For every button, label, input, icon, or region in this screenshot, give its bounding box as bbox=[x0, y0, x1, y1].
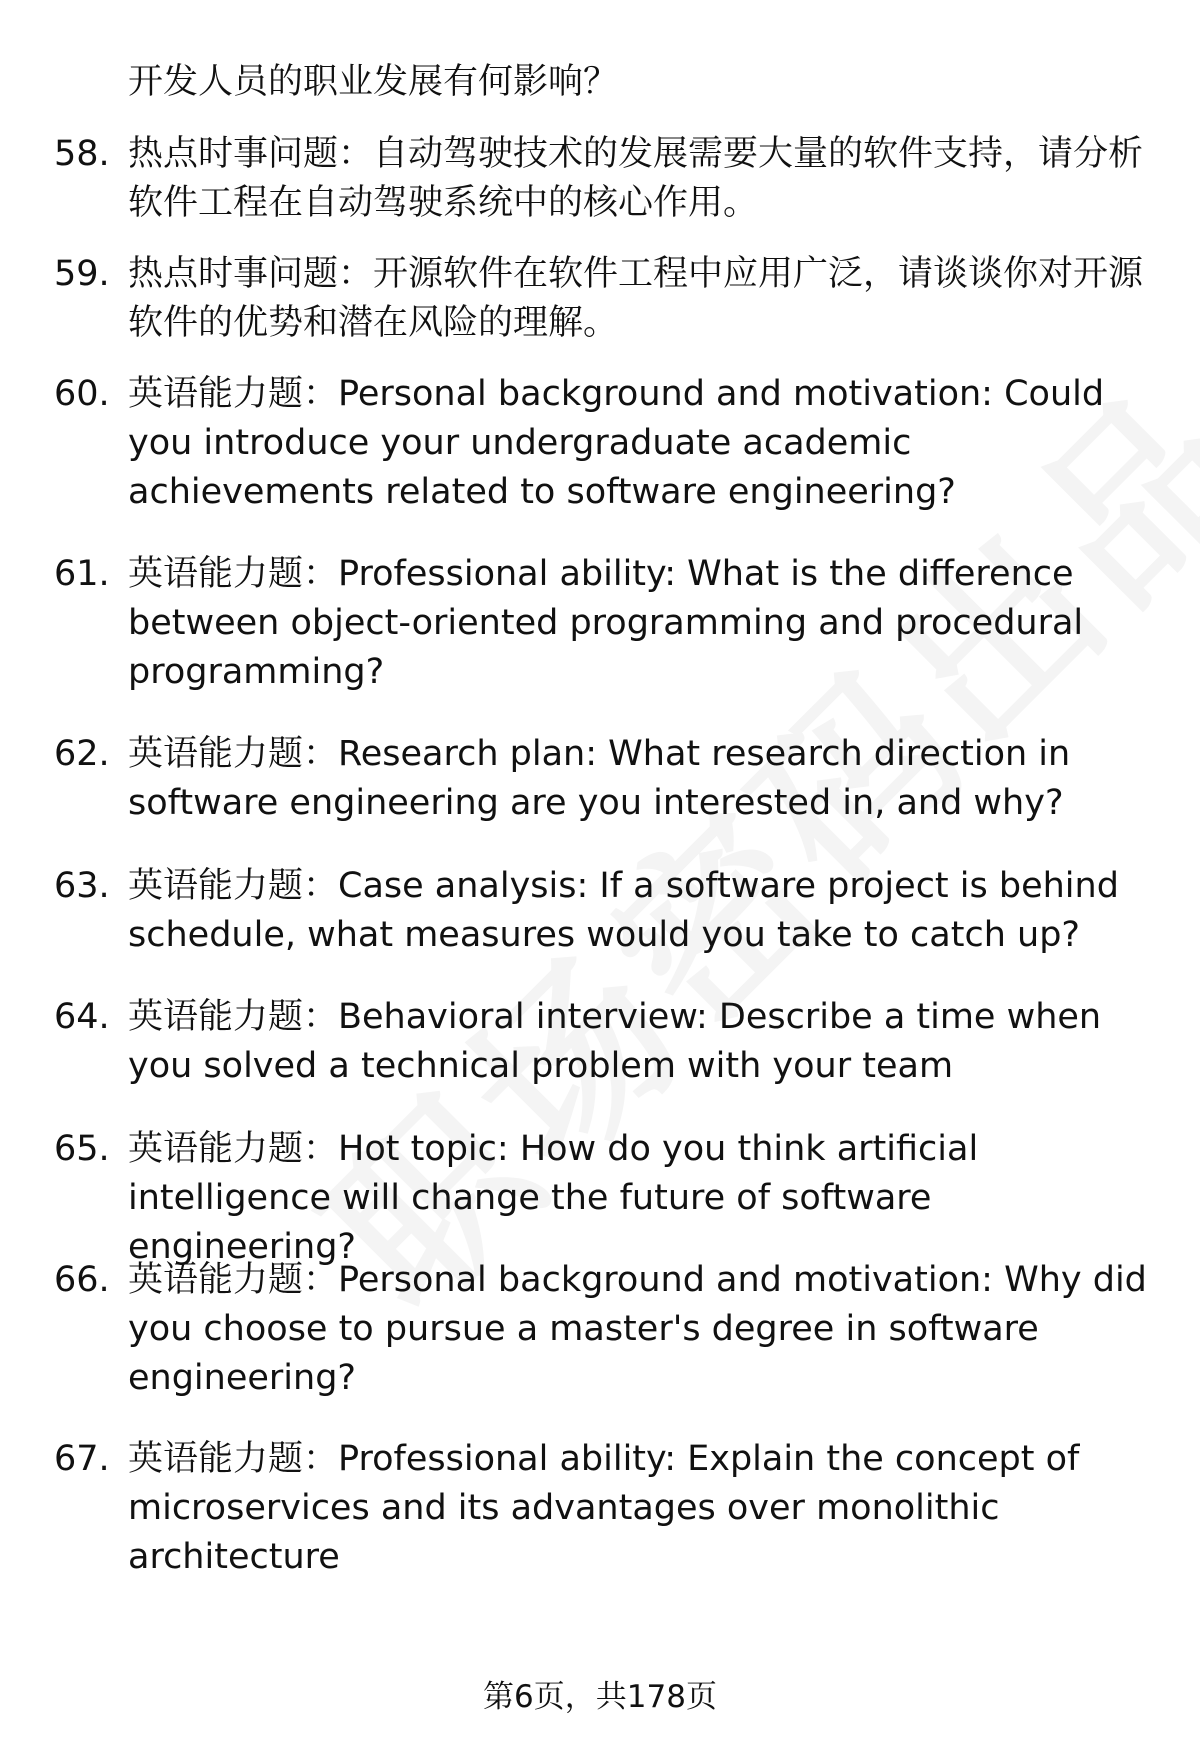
question-item bbox=[54, 130, 1164, 228]
page-footer: 第6页，共178页 bbox=[483, 1679, 717, 1715]
question-item bbox=[54, 370, 1164, 517]
question-number: 66. bbox=[54, 1260, 110, 1300]
question-item bbox=[54, 1435, 1164, 1582]
question-number: 67. bbox=[54, 1439, 110, 1479]
question-text: 英语能力题：Behavioral interview: Describe a time when you solved a technical problem with your team bbox=[128, 997, 1102, 1086]
question-text: 英语能力题：Professional ability: What is the difference between object-oriented programming and procedural programming? bbox=[128, 554, 1084, 692]
question-text: 英语能力题：Hot topic: How do you think artificial intelligence will change the future of software engineering? bbox=[128, 1129, 979, 1267]
question-item bbox=[54, 250, 1164, 348]
question-number: 62. bbox=[54, 734, 110, 774]
question-item bbox=[54, 1256, 1164, 1403]
continuation-text: 开发人员的职业发展有何影响？ bbox=[128, 62, 619, 102]
question-text: 英语能力题：Personal background and motivation: Could you introduce your undergraduate academic achievements related to software engineering? bbox=[128, 374, 1105, 512]
question-number: 65. bbox=[54, 1129, 110, 1169]
question-text: 英语能力题：Case analysis: If a software project is behind schedule, what measures would you take to catch up? bbox=[128, 866, 1119, 955]
question-number: 64. bbox=[54, 997, 110, 1037]
question-number: 61. bbox=[54, 554, 110, 594]
question-item bbox=[54, 1125, 1164, 1272]
question-text: 热点时事问题：开源软件在软件工程中应用广泛，请谈谈你对开源软件的优势和潜在风险的理解。 bbox=[128, 254, 1144, 343]
question-number: 58. bbox=[54, 134, 110, 174]
question-number: 63. bbox=[54, 866, 110, 906]
question-text: 英语能力题：Professional ability: Explain the concept of microservices and its advantages over monolithic architecture bbox=[128, 1439, 1080, 1577]
question-text: 英语能力题：Personal background and motivation: Why did you choose to pursue a master's degree in software engineering? bbox=[128, 1260, 1147, 1398]
question-text: 热点时事问题：自动驾驶技术的发展需要大量的软件支持，请分析软件工程在自动驾驶系统中的核心作用。 bbox=[128, 134, 1144, 223]
question-item bbox=[54, 993, 1164, 1091]
question-item bbox=[54, 550, 1164, 697]
question-item bbox=[54, 730, 1164, 828]
question-number: 60. bbox=[54, 374, 110, 414]
question-number: 59. bbox=[54, 254, 110, 294]
question-item bbox=[54, 862, 1164, 960]
question-text: 英语能力题：Research plan: What research direction in software engineering are you interested in, and why? bbox=[128, 734, 1071, 823]
